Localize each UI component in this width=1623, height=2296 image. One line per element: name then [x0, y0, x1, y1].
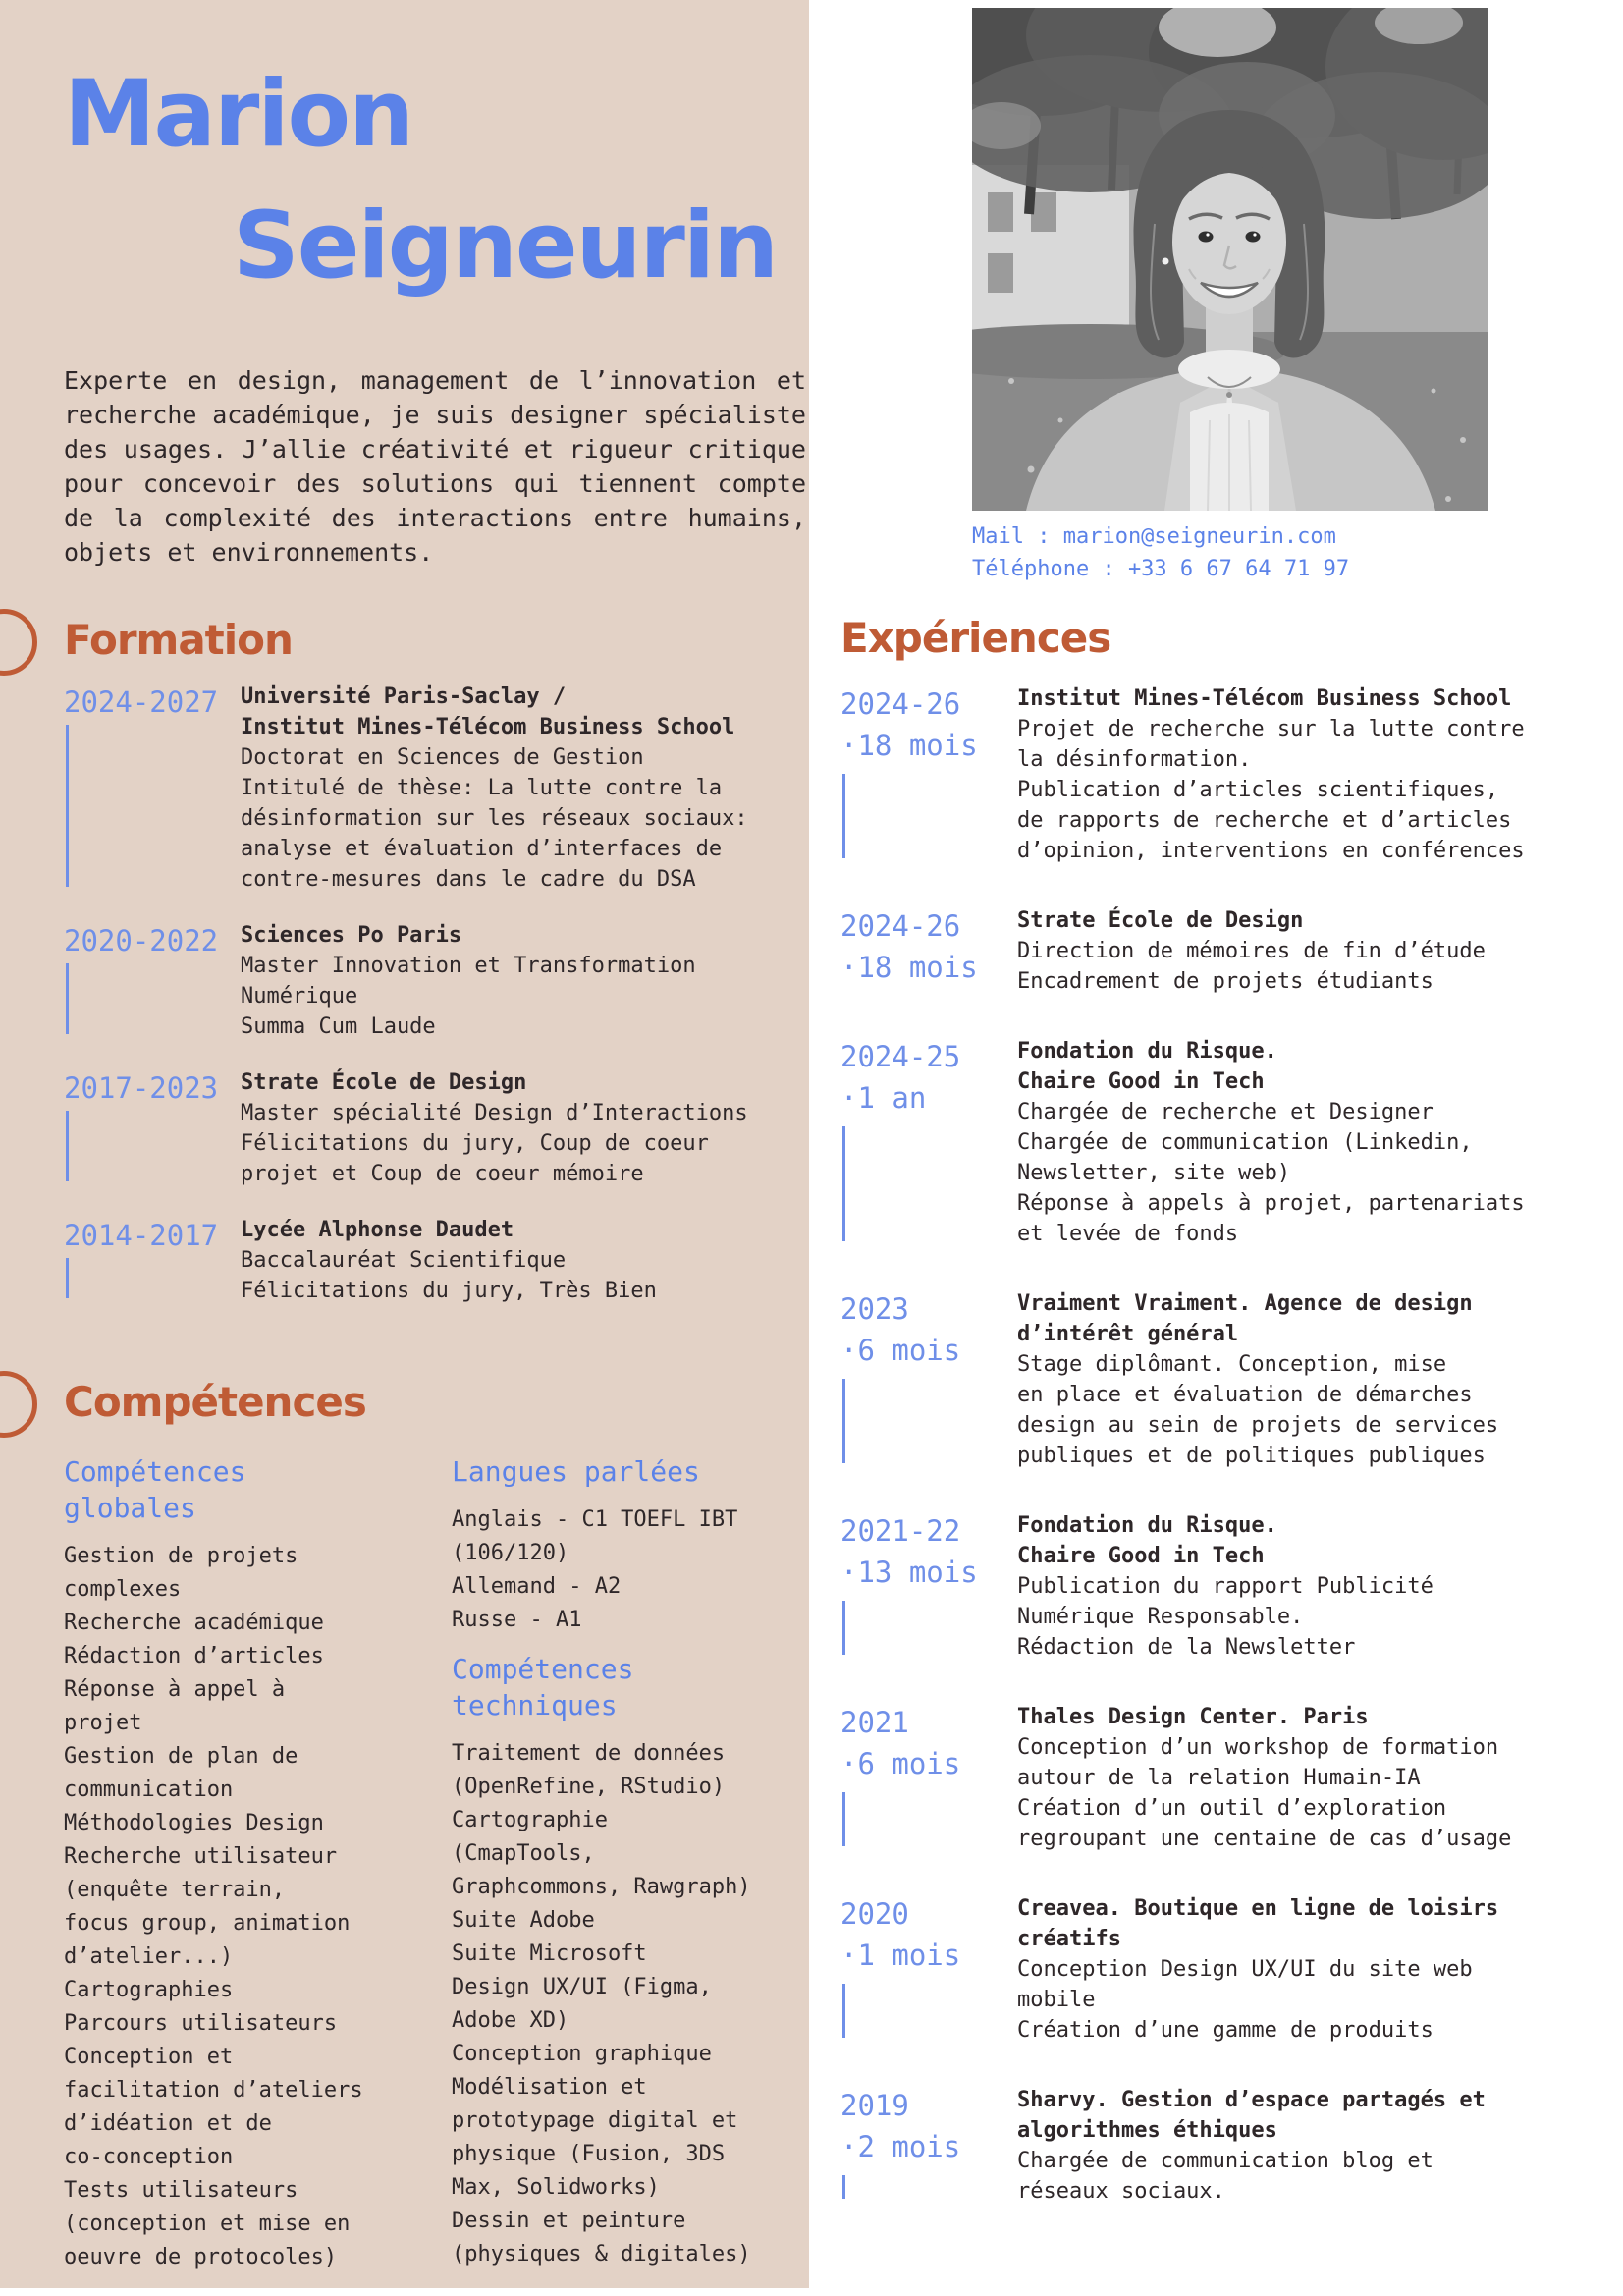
timeline-connector-line	[66, 1258, 69, 1298]
text-line: (conception et mise en	[64, 2212, 351, 2236]
entry-detail-line: Summa Cum Laude	[241, 1014, 436, 1039]
timeline-duration: ·18 mois	[840, 729, 978, 762]
timeline-entry	[64, 1215, 809, 1332]
entry-detail-line: publiques et de politiques publiques	[1017, 1444, 1486, 1468]
entry-title-line: Vraiment Vraiment. Agence de design	[1017, 1291, 1473, 1316]
text-line: Compétences	[64, 1455, 246, 1488]
entry-title-line: d’intérêt général	[1017, 1322, 1239, 1346]
text-line: Max, Solidworks)	[452, 2175, 660, 2200]
timeline-period: 2014-2017	[64, 1219, 219, 1252]
entry-detail-line: et levée de fonds	[1017, 1222, 1239, 1246]
entry-detail-line: Numérique	[241, 984, 358, 1009]
text-line: Adobe XD)	[452, 2008, 569, 2033]
formation-heading: Formation	[64, 616, 293, 664]
timeline-entry	[840, 2085, 1623, 2246]
text-line: facilitation d’ateliers	[64, 2078, 363, 2103]
text-line: Méthodologies Design	[64, 1811, 324, 1835]
entry-detail-line: Master Innovation et Transformation	[241, 954, 696, 978]
entry-detail-line: Conception Design UX/UI du site web	[1017, 1957, 1473, 1982]
timeline-connector-line	[66, 963, 69, 1034]
entry-detail-line: regroupant une centaine de cas d’usage	[1017, 1827, 1512, 1851]
text-line: Recherche académique	[64, 1611, 324, 1635]
text-line: Réponse à appel à	[64, 1677, 286, 1702]
timeline-duration: ·6 mois	[840, 1334, 961, 1367]
timeline-content	[241, 1067, 809, 1189]
timeline-entry	[840, 1893, 1623, 2085]
text-line: complexes	[64, 1577, 182, 1602]
entry-detail-line: analyse et évaluation d’interfaces de	[241, 837, 723, 861]
timeline-date	[64, 682, 241, 895]
entry-detail-line: Baccalauréat Scientifique	[241, 1248, 567, 1273]
text-line: Dessin et peinture	[452, 2209, 686, 2233]
entry-detail-line: autour de la relation Humain-IA	[1017, 1766, 1421, 1790]
text-line: (enquête terrain,	[64, 1878, 286, 1902]
timeline-connector-line	[842, 1792, 845, 1846]
circle-outline-icon	[0, 1371, 37, 1438]
skills-global-subheading	[64, 1453, 452, 1526]
text-line: Suite Microsoft	[452, 1941, 647, 1966]
timeline-content	[241, 682, 809, 895]
text-line: Allemand - A2	[452, 1574, 622, 1599]
timeline-date	[840, 2085, 1017, 2207]
entry-detail-line: Intitulé de thèse: La lutte contre la	[241, 776, 723, 800]
entry-detail-line: réseaux sociaux.	[1017, 2179, 1225, 2204]
text-line: physique (Fusion, 3DS	[452, 2142, 726, 2166]
entry-detail-line: Création d’un outil d’exploration	[1017, 1796, 1447, 1821]
entry-detail-line: Projet de recherche sur la lutte contre	[1017, 717, 1525, 741]
text-line: oeuvre de protocoles)	[64, 2245, 338, 2269]
timeline-date	[840, 1702, 1017, 1854]
timeline-period: 2017-2023	[64, 1071, 219, 1105]
timeline-connector-line	[842, 774, 845, 858]
timeline-connector-line	[842, 1984, 845, 2038]
left-column	[0, 0, 809, 2288]
eye-left	[1199, 232, 1214, 243]
timeline-date	[840, 1510, 1017, 1663]
entry-title-line: Fondation du Risque.	[1017, 1039, 1277, 1064]
timeline-period: 2020	[840, 1897, 909, 1931]
text-line: d’atelier...)	[64, 1944, 234, 1969]
text-line: Gestion de plan de	[64, 1744, 298, 1769]
text-line: (106/120)	[452, 1541, 569, 1565]
timeline-duration: ·1 an	[840, 1081, 927, 1115]
entry-title-line: Fondation du Risque.	[1017, 1513, 1277, 1538]
experiences-heading: Expériences	[840, 614, 1111, 662]
entry-detail-line: Création d’une gamme de produits	[1017, 2018, 1434, 2043]
competences-heading-row	[64, 1377, 809, 1428]
timeline-period: 2024-26	[840, 687, 961, 721]
text-line: Recherche utilisateur	[64, 1844, 338, 1869]
entry-title-line: Chaire Good in Tech	[1017, 1544, 1265, 1568]
text-line: Experte en design, management de l’innovation et	[64, 366, 806, 395]
timeline-period: 2024-25	[840, 1040, 961, 1073]
text-line: globales	[64, 1492, 196, 1524]
entry-detail-line: Chargée de recherche et Designer	[1017, 1100, 1434, 1124]
competences-heading: Compétences	[64, 1378, 366, 1426]
languages-subheading	[452, 1453, 795, 1490]
text-line: Modélisation et	[452, 2075, 647, 2100]
entry-detail-line: Publication du rapport Publicité	[1017, 1574, 1434, 1599]
text-line: Russe - A1	[452, 1608, 582, 1632]
timeline-date	[840, 905, 1017, 997]
name-first: Marion	[64, 61, 413, 168]
timeline-entry	[64, 920, 809, 1067]
entry-title-line: Institut Mines-Télécom Business School	[1017, 686, 1512, 711]
entry-detail-line: mobile	[1017, 1988, 1096, 2012]
profile-photo	[972, 8, 1488, 511]
timeline-content	[1017, 905, 1623, 997]
entry-detail-line: Stage diplômant. Conception, mise	[1017, 1352, 1447, 1377]
timeline-period: 2024-2027	[64, 685, 219, 719]
text-line: Graphcommons, Rawgraph)	[452, 1875, 751, 1899]
timeline-period: 2021-22	[840, 1514, 961, 1548]
entry-detail-line: Chargée de communication (Linkedin,	[1017, 1130, 1473, 1155]
entry-title-line: Strate École de Design	[1017, 908, 1304, 933]
timeline-connector-line	[842, 1126, 845, 1241]
text-line: co-conception	[64, 2145, 234, 2169]
entry-detail-line: design au sein de projets de services	[1017, 1413, 1499, 1438]
timeline-entry	[64, 682, 809, 920]
timeline-entry	[840, 905, 1623, 1036]
timeline-date	[840, 1036, 1017, 1249]
timeline-duration: ·6 mois	[840, 1747, 961, 1780]
entry-detail-line: Publication d’articles scientifiques,	[1017, 778, 1499, 802]
earring	[1163, 258, 1169, 265]
timeline-duration: ·1 mois	[840, 1939, 961, 1972]
timeline-content	[1017, 2085, 1623, 2207]
timeline-content	[241, 920, 809, 1042]
text-line: Cartographies	[64, 1978, 234, 2002]
timeline-duration: ·18 mois	[840, 951, 978, 984]
experiences-timeline	[840, 683, 1623, 2246]
entry-detail-line: Doctorat en Sciences de Gestion	[241, 745, 644, 770]
entry-detail-line: la désinformation.	[1017, 747, 1252, 772]
text-line: Gestion de projets	[64, 1544, 298, 1568]
skills-column-global	[64, 1453, 452, 2288]
formation-timeline	[64, 682, 809, 1332]
text-line: Tests utilisateurs	[64, 2178, 298, 2203]
entry-detail-line: Chargée de communication blog et	[1017, 2149, 1434, 2173]
timeline-entry	[840, 1510, 1623, 1702]
text-line: d’idéation et de	[64, 2111, 272, 2136]
entry-detail-line: désinformation sur les réseaux sociaux:	[241, 806, 748, 831]
timeline-date	[64, 920, 241, 1042]
entry-title-line: Strate École de Design	[241, 1070, 527, 1095]
entry-title-line: créatifs	[1017, 1927, 1121, 1951]
right-column	[809, 0, 1623, 2296]
entry-detail-line: de rapports de recherche et d’articles	[1017, 808, 1512, 833]
timeline-duration: ·2 mois	[840, 2130, 961, 2163]
turtleneck-collar	[1178, 350, 1280, 389]
text-line: Traitement de données	[452, 1741, 726, 1766]
entry-title-line: algorithmes éthiques	[1017, 2118, 1277, 2143]
timeline-date	[64, 1215, 241, 1306]
text-line: Parcours utilisateurs	[64, 2011, 338, 2036]
languages-list	[452, 1503, 795, 1637]
text-line: Design UX/UI (Figma,	[452, 1975, 712, 1999]
timeline-entry	[840, 1702, 1623, 1893]
timeline-content	[1017, 1288, 1623, 1471]
timeline-connector-line	[842, 1379, 845, 1463]
entry-detail-line: Encadrement de projets étudiants	[1017, 969, 1434, 994]
text-line: des usages. J’allie créativité et rigueur critique	[64, 435, 806, 464]
entry-detail-line: Numérique Responsable.	[1017, 1605, 1304, 1629]
timeline-period: 2024-26	[840, 909, 961, 943]
text-line: Anglais - C1 TOEFL IBT	[452, 1507, 738, 1532]
timeline-date	[840, 1893, 1017, 2046]
entry-detail-line: Félicitations du jury, Très Bien	[241, 1279, 657, 1303]
text-line: communication	[64, 1777, 234, 1802]
timeline-content	[241, 1215, 809, 1306]
entry-detail-line: projet et Coup de coeur mémoire	[241, 1162, 644, 1186]
name-last: Seigneurin	[233, 192, 778, 300]
entry-title-line: Institut Mines-Télécom Business School	[241, 715, 735, 739]
timeline-connector-line	[842, 1601, 845, 1655]
entry-detail-line: contre-mesures dans le cadre du DSA	[241, 867, 696, 892]
timeline-content	[1017, 683, 1623, 866]
timeline-content	[1017, 1036, 1623, 1249]
text-line: Langues parlées	[452, 1455, 700, 1488]
timeline-date	[64, 1067, 241, 1189]
entry-detail-line: d’opinion, interventions en conférences	[1017, 839, 1525, 863]
timeline-entry	[840, 683, 1623, 905]
timeline-period: 2021	[840, 1706, 909, 1739]
text-line: prototypage digital et	[452, 2108, 738, 2133]
text-line: pour concevoir des solutions qui tiennent compte	[64, 469, 806, 498]
text-line: Compétences	[452, 1653, 634, 1685]
text-line: (CmapTools,	[452, 1841, 595, 1866]
text-line: projet	[64, 1711, 142, 1735]
page-title	[64, 49, 809, 312]
entry-detail-line: Réponse à appels à projet, partenariats	[1017, 1191, 1525, 1216]
timeline-content	[1017, 1893, 1623, 2046]
entry-detail-line: Félicitations du jury, Coup de coeur	[241, 1131, 709, 1156]
entry-title-line: Thales Design Center. Paris	[1017, 1705, 1369, 1729]
entry-detail-line: en place et évaluation de démarches	[1017, 1383, 1473, 1407]
text-line: (physiques & digitales)	[452, 2242, 751, 2267]
text-line: techniques	[452, 1689, 618, 1722]
entry-title-line: Université Paris-Saclay /	[241, 684, 567, 709]
contact-block	[972, 520, 1623, 585]
entry-title-line: Lycée Alphonse Daudet	[241, 1218, 514, 1242]
timeline-entry	[840, 1288, 1623, 1510]
timeline-connector-line	[842, 2175, 845, 2199]
entry-detail-line: Direction de mémoires de fin d’étude	[1017, 939, 1486, 963]
text-line: recherche académique, je suis designer spécialiste	[64, 401, 806, 429]
text-line: Rédaction d’articles	[64, 1644, 324, 1668]
text-line: Conception graphique	[452, 2042, 712, 2066]
entry-detail-line: Conception d’un workshop de formation	[1017, 1735, 1499, 1760]
timeline-duration: ·13 mois	[840, 1556, 978, 1589]
skills-columns	[64, 1453, 809, 2288]
entry-title-line: Chaire Good in Tech	[1017, 1069, 1265, 1094]
entry-title-line: Sharvy. Gestion d’espace partagés et	[1017, 2088, 1486, 2112]
text-line: de la complexité des interactions entre humains,	[64, 504, 806, 532]
text-line: Conception et	[64, 2045, 234, 2069]
text-line: (OpenRefine, RStudio)	[452, 1775, 726, 1799]
timeline-date	[840, 683, 1017, 866]
text-line: objets et environnements.	[64, 538, 434, 567]
timeline-connector-line	[66, 1111, 69, 1181]
text-line: focus group, animation	[64, 1911, 351, 1936]
entry-detail-line: Master spécialité Design d’Interactions	[241, 1101, 748, 1125]
entry-title-line: Creavea. Boutique en ligne de loisirs	[1017, 1896, 1499, 1921]
skills-global-list	[64, 1540, 452, 2274]
timeline-period: 2019	[840, 2089, 909, 2122]
circle-outline-icon	[0, 609, 37, 676]
timeline-date	[840, 1288, 1017, 1471]
skills-tech-list	[452, 1737, 795, 2271]
timeline-entry	[64, 1067, 809, 1215]
experiences-heading-row	[840, 613, 1623, 664]
contact-phone: Téléphone : +33 6 67 64 71 97	[972, 557, 1350, 581]
intro-paragraph	[64, 363, 806, 570]
skills-tech-subheading	[452, 1651, 795, 1723]
eye-right	[1246, 232, 1261, 243]
entry-detail-line: Newsletter, site web)	[1017, 1161, 1291, 1185]
contact-mail: Mail : marion@seigneurin.com	[972, 524, 1336, 549]
timeline-period: 2020-2022	[64, 924, 219, 957]
timeline-content	[1017, 1702, 1623, 1854]
text-line: Cartographie	[452, 1808, 608, 1832]
entry-detail-line: Rédaction de la Newsletter	[1017, 1635, 1356, 1660]
timeline-content	[1017, 1510, 1623, 1663]
timeline-period: 2023	[840, 1292, 909, 1326]
formation-heading-row	[64, 615, 809, 666]
text-line: Suite Adobe	[452, 1908, 595, 1933]
skills-column-tech	[452, 1453, 809, 2288]
timeline-connector-line	[66, 725, 69, 887]
entry-title-line: Sciences Po Paris	[241, 923, 462, 948]
timeline-entry	[840, 1036, 1623, 1288]
